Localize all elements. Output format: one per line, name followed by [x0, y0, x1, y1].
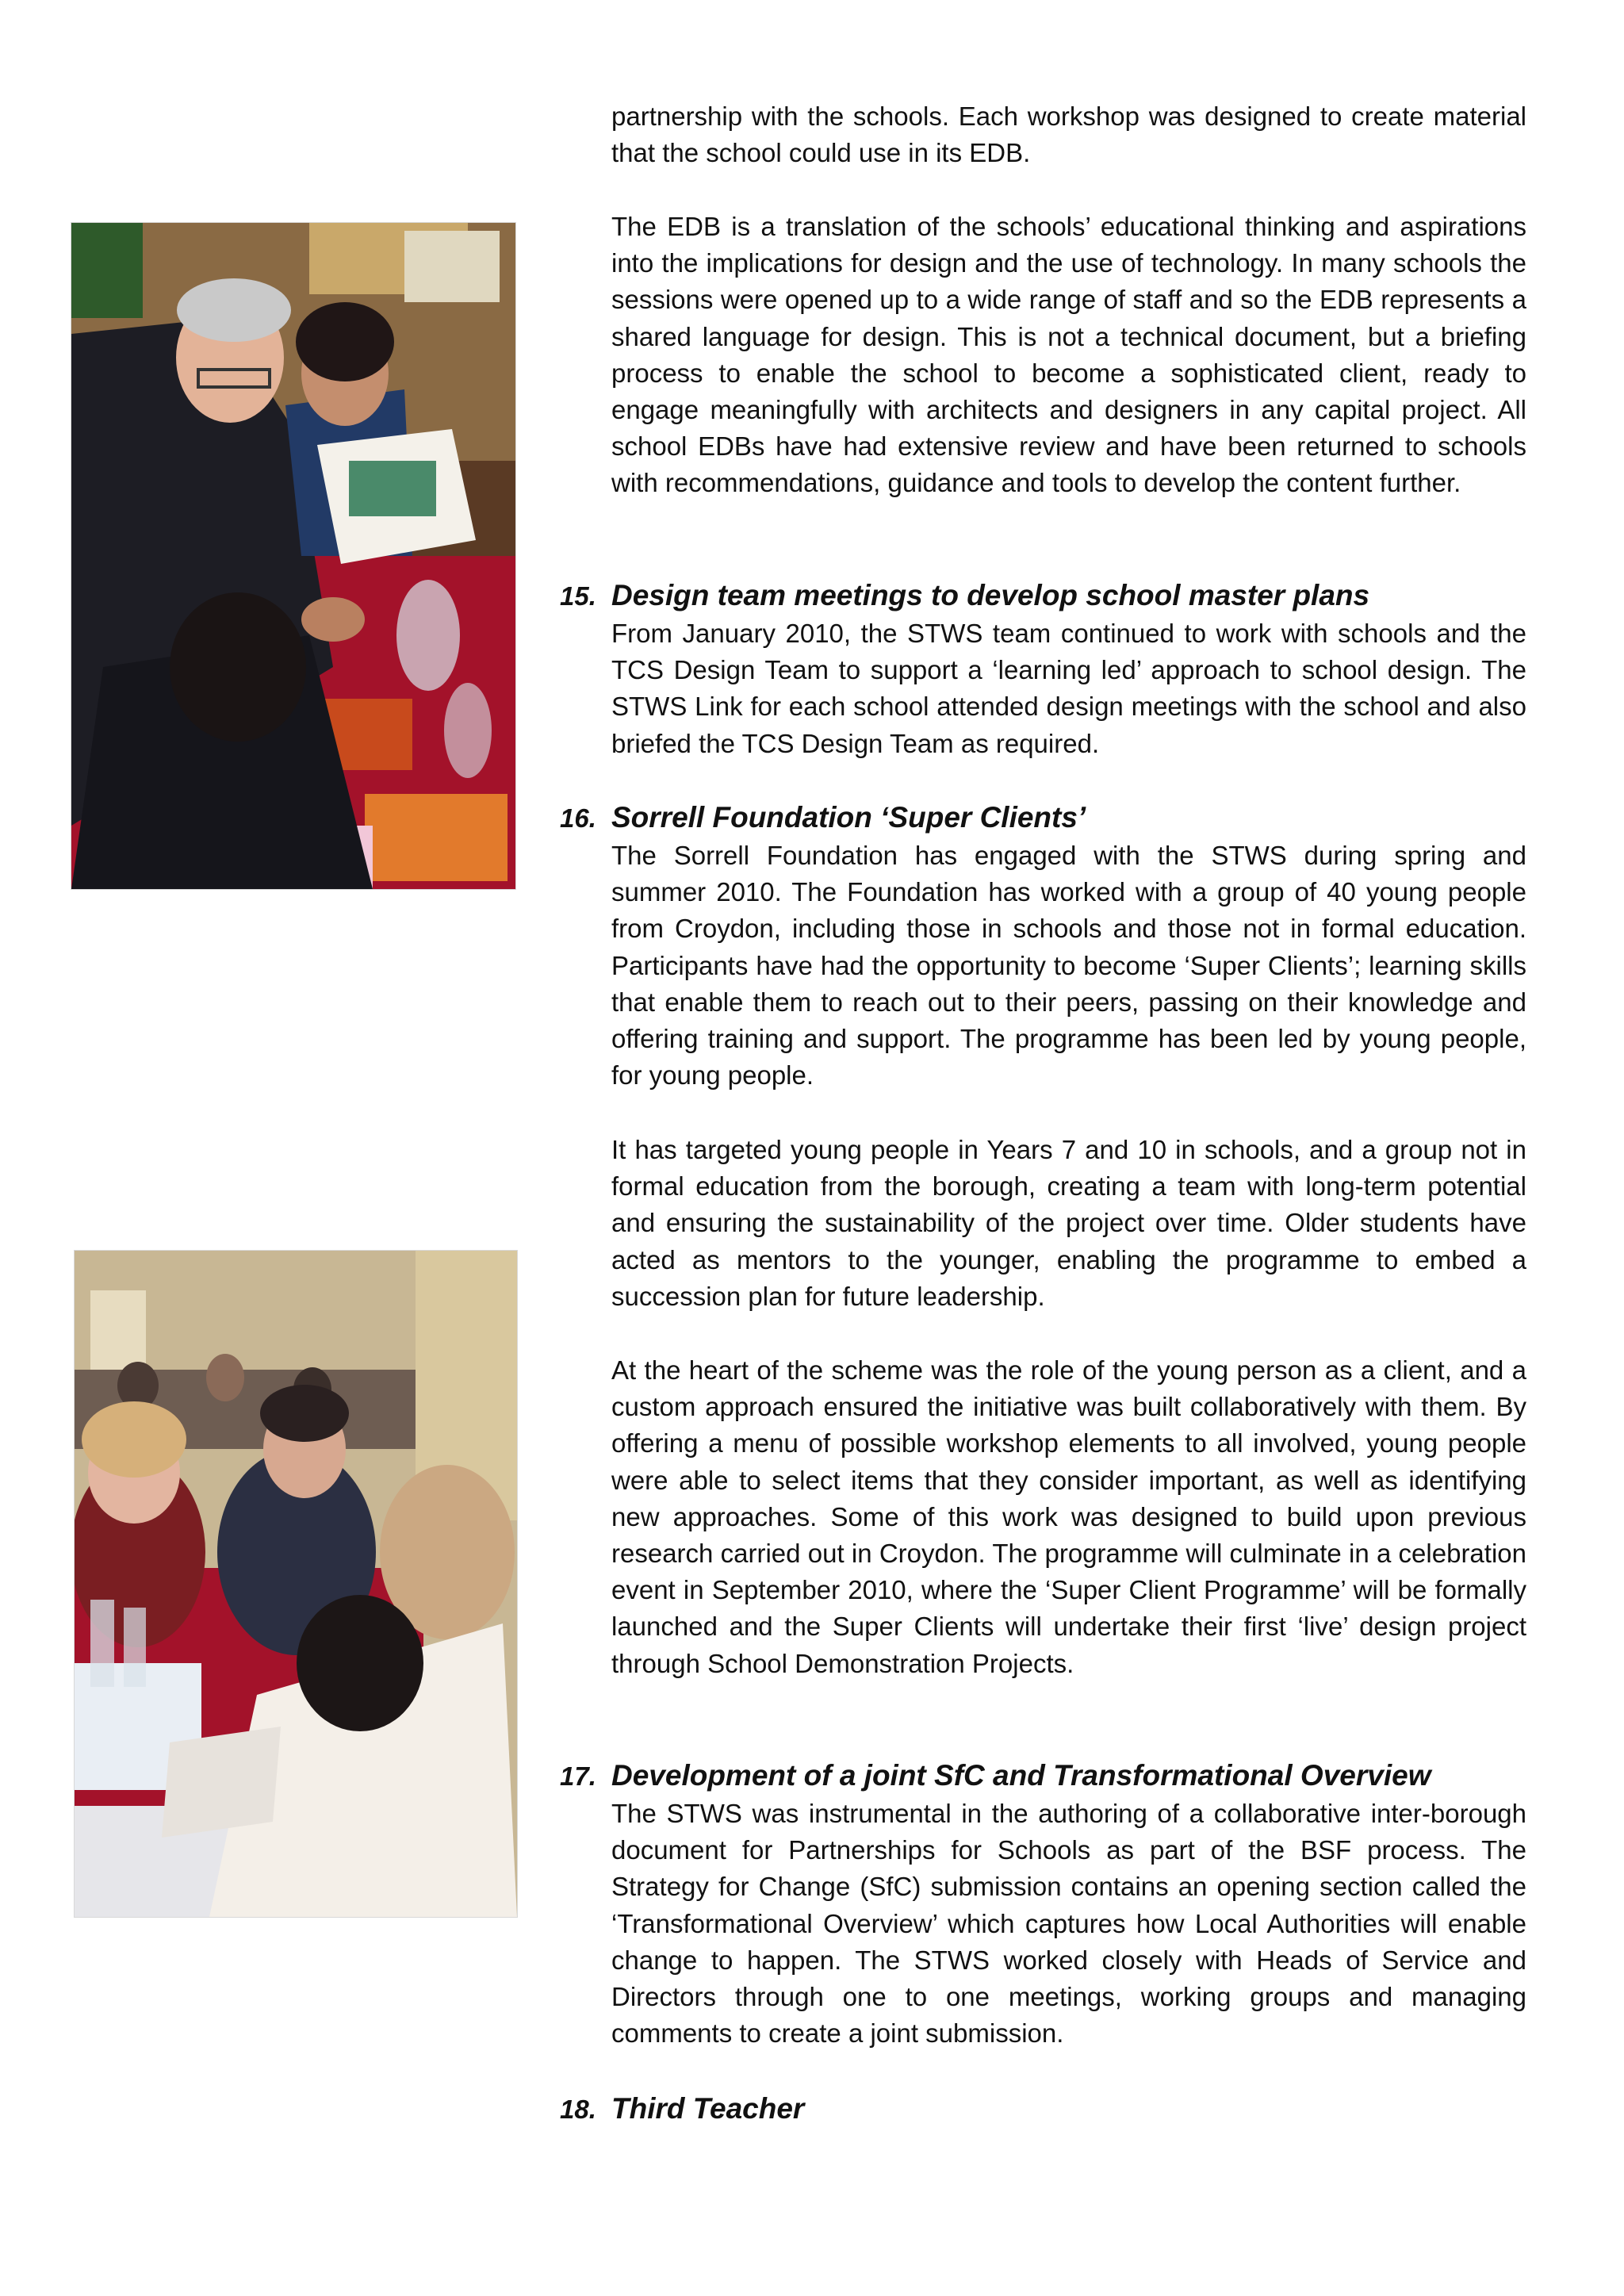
intro-block	[611, 98, 1526, 171]
section-15-heading	[560, 579, 1527, 615]
section-17-paragraph: The STWS was instrumental in the authoring of a collaborative inter-borough document for Partnerships for Schools as part of the BSF process. The Strategy for Change (SfC) submission contains an opening section called the ‘Transformational Overview’ which captures how Local Authorities will enable change to happen. The STWS worked closely with Heads of Service and Directors through one to one meetings, working groups and managing comments to create a joint submission.	[611, 1799, 1526, 2049]
section-15-paragraph: From January 2010, the STWS team continued to work with schools and the TCS Design Team to support a ‘learning led’ approach to school design. The STWS Link for each school attended design meetings with the school and also briefed the TCS Design Team as required.	[611, 619, 1526, 758]
edb-paragraph: The EDB is a translation of the schools’ educational thinking and aspirations into the implications for design and the use of technology. In many schools the sessions were opened up to a wide range of staff and so the EDB represents a shared language for design. This is not a technical document, but a briefing process to enable the school to become a sophisticated client, ready to engage meaningfully with architects and designers in any capital project. All school EDBs have had extensive review and have been returned to schools with recommendations, guidance and tools to develop the content further.	[611, 212, 1526, 498]
section-title: Development of a joint SfC and Transformational Overview	[611, 1759, 1431, 1792]
edb-block	[611, 209, 1526, 502]
section-title: Sorrell Foundation ‘Super Clients’	[611, 801, 1086, 834]
workshop-photo-1-illustration	[71, 223, 515, 889]
section-16-body-a	[611, 838, 1526, 1094]
section-title: Third Teacher	[611, 2092, 805, 2125]
workshop-photo-2	[74, 1250, 518, 1918]
section-number: 16.	[560, 803, 596, 833]
section-16-body-c	[611, 1352, 1526, 1682]
section-number: 17.	[560, 1761, 596, 1791]
section-16-paragraph-1: The Sorrell Foundation has engaged with the STWS during spring and summer 2010. The Foundation has worked with a group of 40 young people from Croydon, including those in schools and those not in formal education. Participants have had the opportunity to become ‘Super Clients’; learning skills that enable them to reach out to their peers, passing on their knowledge and offering training and support. The programme has been led by young people, for young people.	[611, 841, 1526, 1091]
section-15-body	[611, 615, 1526, 762]
workshop-photo-2-illustration	[75, 1251, 517, 1917]
section-17-body	[611, 1796, 1526, 2052]
section-16-paragraph-3: At the heart of the scheme was the role of the young person as a client, and a custom approach ensured the initiative was built collaboratively with them. By offering a menu of possible workshop elements to all involved, young people were able to select items that they consider important, as well as identifying new approaches. Some of this work was designed to build upon previous research carried out in Croydon. The programme will culminate in a celebration event in September 2010, where the ‘Super Client Programme’ will be formally launched and the Super Clients will undertake their first ‘live’ design project through School Demonstration Projects.	[611, 1355, 1526, 1678]
workshop-photo-1	[71, 222, 516, 890]
intro-paragraph: partnership with the schools. Each workshop was designed to create material that the school could use in its EDB.	[611, 102, 1526, 168]
section-16-body-b	[611, 1132, 1526, 1315]
section-number: 18.	[560, 2095, 596, 2124]
section-title: Design team meetings to develop school master plans	[611, 579, 1370, 611]
section-18-heading	[560, 2092, 1527, 2129]
section-16-paragraph-2: It has targeted young people in Years 7 and 10 in schools, and a group not in formal education from the borough, creating a team with long-term potential and ensuring the sustainability of the project over time. Older students have acted as mentors to the younger, enabling the programme to embed a succession plan for future leadership.	[611, 1135, 1526, 1311]
section-16-heading	[560, 801, 1527, 838]
section-number: 15.	[560, 581, 596, 611]
section-17-heading	[560, 1759, 1527, 1796]
